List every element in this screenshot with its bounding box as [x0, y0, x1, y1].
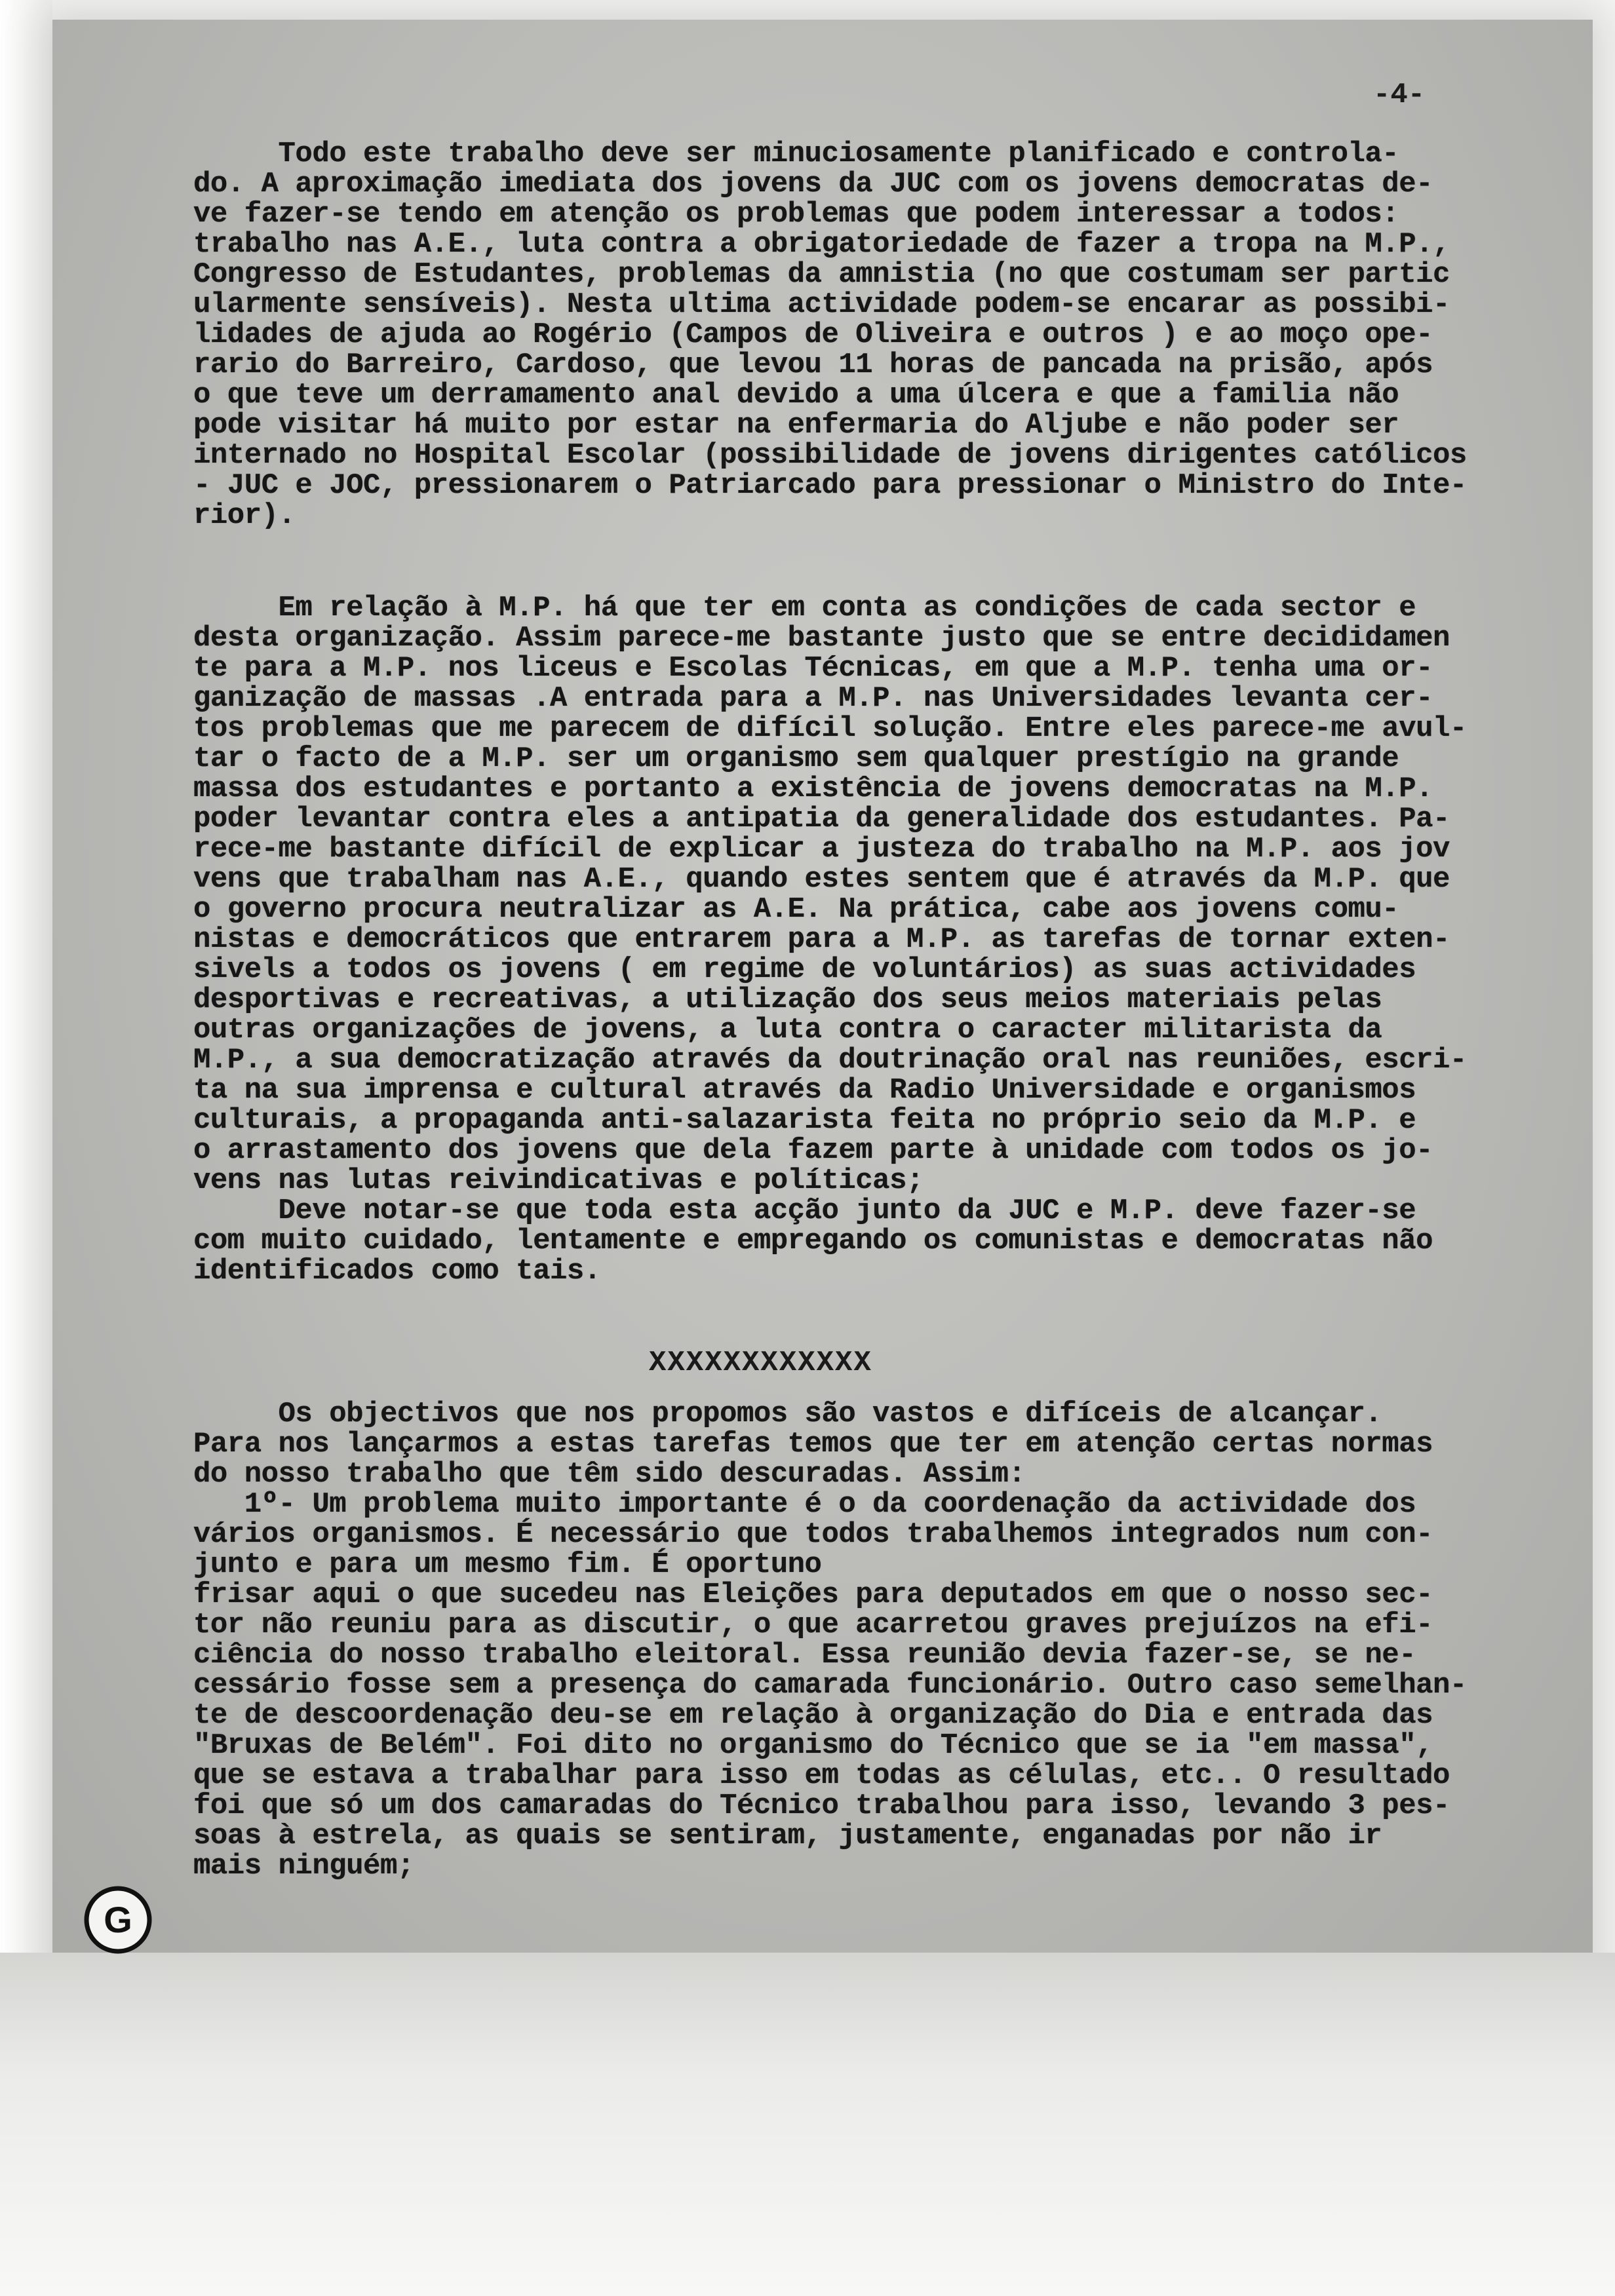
page-left-margin [0, 0, 52, 2296]
lower-page-area [0, 1953, 1615, 2296]
section-separator: XXXXXXXXXXXX [649, 1347, 872, 1379]
page-number: -4- [1373, 79, 1426, 111]
archive-logo-icon [82, 1884, 154, 1956]
paragraph-work-planning: Todo este trabalho deve ser minuciosamente planificado e controla- do. A aproximação imediata dos jovens da JUC com os jovens democratas de- ve fazer-se tendo em atenção os problemas que podem interessar a todos: trabalho nas A.E., luta contra a obrigatoriedade de fazer a tropa na M.P., Congresso de Estudantes, problemas da amnistia (no que costumam ser partic ularmente sensíveis). Nesta ultima actividade podem-se encarar as possibi- lidades de ajuda ao Rogério (Campos de Oliveira e outros ) e ao moço ope- rario do Barreiro, Cardoso, que levou 11 horas de pancada na prisão, após o que teve um derramamento anal devido a uma úlcera e que a familia não pode visitar há muito por estar na enfermaria do Aljube e não poder ser internado no Hospital Escolar (possibilidade de jovens dirigentes católicos - JUC e JOC, pressionarem o Patriarcado para pressionar o Ministro do Inte- rior). [193, 138, 1467, 532]
logo-letter: G [104, 1899, 132, 1940]
paragraph-mp-relation: Em relação à M.P. há que ter em conta as condições de cada sector e desta organização. Assim parece-me bastante justo que se entre decididamen te para a M.P. nos liceus e Escolas Técnicas, em que a M.P. tenha uma or- ganização de massas .A entrada para a M.P. nas Universidades levanta cer- tos problemas que me parecem de difícil solução. Entre eles parece-me avul- tar o facto de a M.P. ser um organismo sem qualquer prestígio na grande massa dos estudantes e portanto a existência de jovens democratas na M.P. poder levantar contra eles a antipatia da generalidade dos estudantes. Pa- rece-me bastante difícil de explicar a justeza do trabalho na M.P. aos jov vens que trabalham nas A.E., quando estes sentem que é através da M.P. que o governo procura neutralizar as A.E. Na prática, cabe aos jovens comu- nistas e democráticos que entrarem para a M.P. as tarefas de tornar exten- sivels a todos os jovens ( em regime de voluntários) as suas actividades desportivas e recreativas, a utilização dos seus meios materiais pelas outras organizações de jovens, a luta contra o caracter militarista da M.P., a sua democratização através da doutrinação oral nas reuniões, escri- ta na sua imprensa e cultural através da Radio Universidade e organismos culturais, a propaganda anti-salazarista feita no próprio seio da M.P. e o arrastamento dos jovens que dela fazem parte à unidade com todos os jo- vens nas lutas reivindicativas e políticas; Deve notar-se que toda esta acção junto da JUC e M.P. deve fazer-se com muito cuidado, lentamente e empregando os comunistas e democratas não identificados como tais. [193, 592, 1467, 1288]
paragraph-objectives: Os objectivos que nos propomos são vastos e difíceis de alcançar. Para nos lançarmos a estas tarefas temos que ter em atenção certas normas do nosso trabalho que têm sido descuradas. Assim: 1º- Um problema muito importante é o da coordenação da actividade dos vários organismos. É necessário que todos trabalhemos integrados num con- junto e para um mesmo fim. É oportuno frisar aqui o que sucedeu nas Eleições para deputados em que o nosso sec- tor não reuniu para as discutir, o que acarretou graves prejuízos na efi- ciência do nosso trabalho eleitoral. Essa reunião devia fazer-se, se ne- cessário fosse sem a presença do camarada funcionário. Outro caso semelhan- te de descoordenação deu-se em relação à organização do Dia e entrada das "Bruxas de Belém". Foi dito no organismo do Técnico que se ia "em massa", que se estava a trabalhar para isso em todas as células, etc.. O resultado foi que só um dos camaradas do Técnico trabalhou para isso, levando 3 pes- soas à estrela, as quais se sentiram, justamente, enganadas por não ir mais ninguém; [193, 1398, 1467, 1883]
